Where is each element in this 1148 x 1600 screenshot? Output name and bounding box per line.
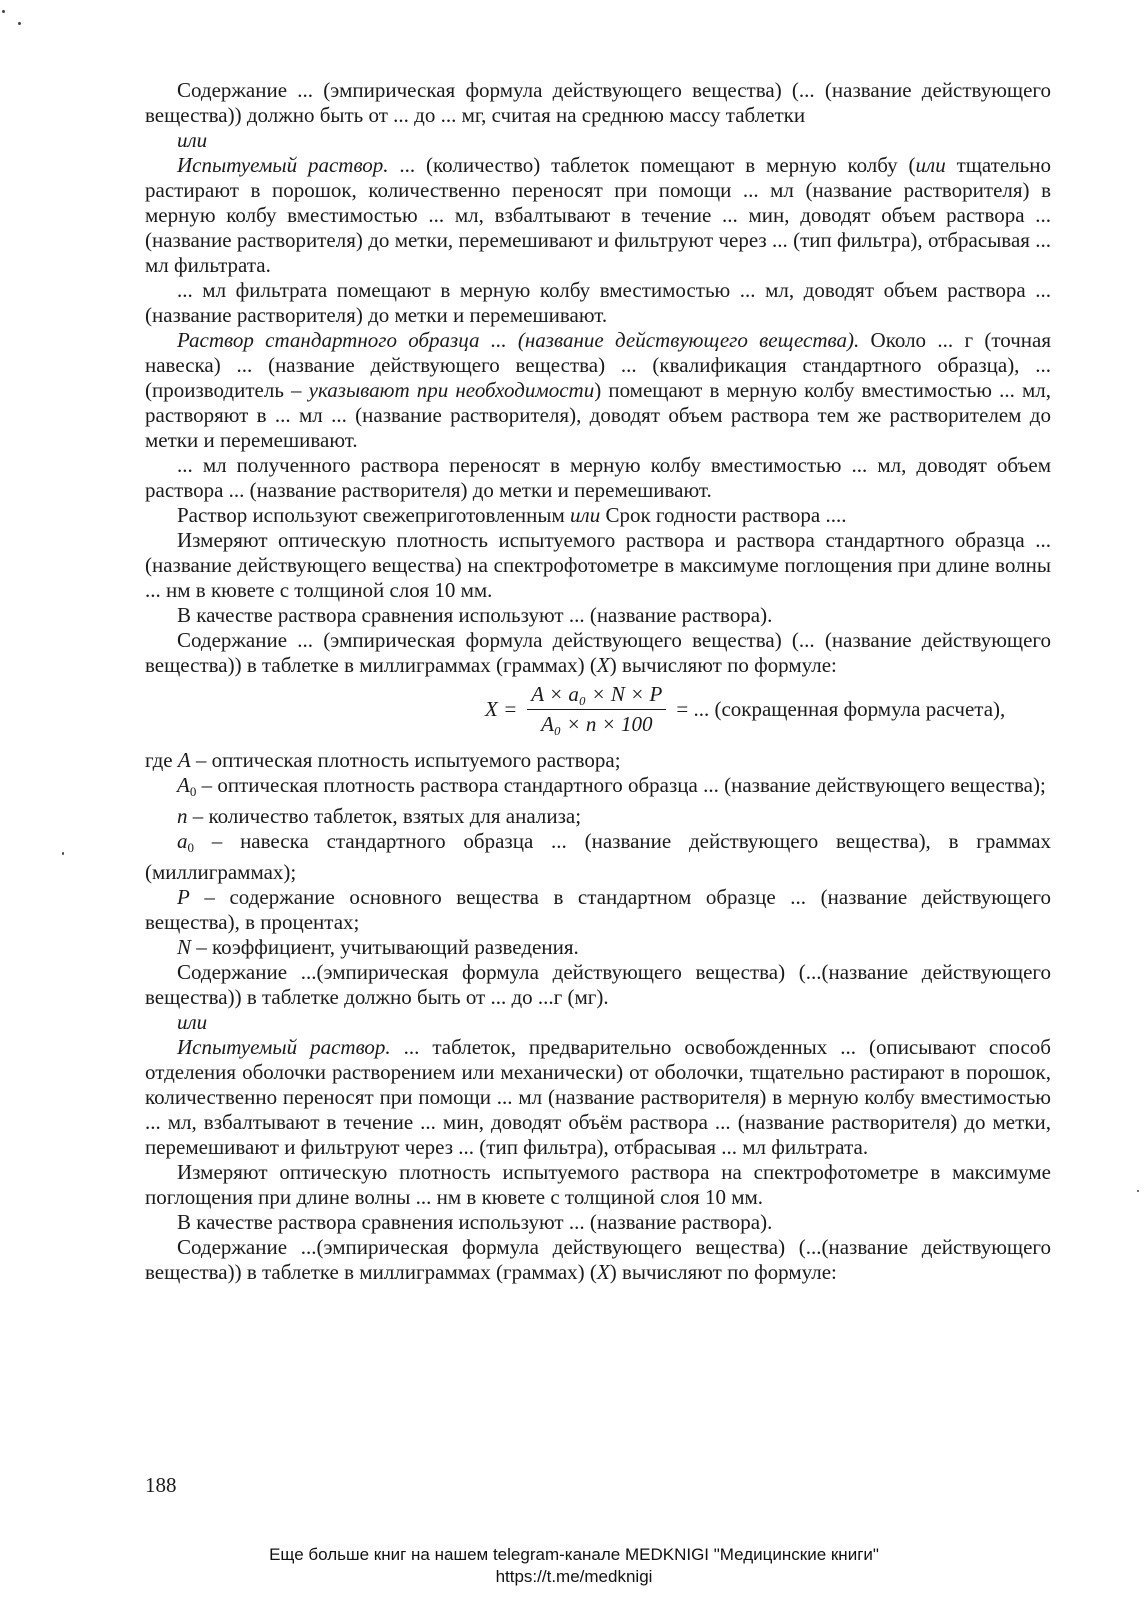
footer-promo-text: Еще больше книг на нашем telegram-канале MEDKNIGI "Медицинские книги" [269,1545,879,1564]
definition: $A_0$ – оптическая плотность раствора стандартного образца ... (название действующего вещества); [177,773,1046,799]
formula-denominator: A₀ × n × 100 [541,712,653,736]
paragraph: ... мл фильтрата помещают в мерную колбу вместимостью ... мл, доводят объем раствора ... (название растворителя) до метки и перемешивают. [145,278,1051,327]
paragraph: Содержание ...(эмпирическая формула действующего вещества) (...(название действующего вещества)) в таблетке должно быть от ... до ...г (мг). [145,960,1051,1009]
paragraph: Измеряют оптическую плотность испытуемого раствора на спектрофотометре в максимуме поглощения при длине волны ... нм в кювете с толщиной слоя 10 мм. [145,1160,1051,1209]
formula [485,682,1005,737]
scan-speck [2,10,5,13]
formula-block [145,682,1051,744]
formula-numerator: A × a₀ × N × P [527,682,666,710]
formula-lhs: X = [485,697,518,721]
formula-rhs: = ... (сокращенная формула расчета), [676,697,1006,721]
paragraph: Раствор используют свежеприготовленным или Срок годности раствора .... [177,503,847,527]
or-separator: или [177,1010,208,1034]
definition: P – содержание основного вещества в стандартном образце ... (название действующего вещества), в процентах; [145,885,1051,934]
paragraph: В качестве раствора сравнения используют ... (название раствора). [177,1210,773,1234]
paragraph: Измеряют оптическую плотность испытуемого раствора и раствора стандартного образца ... (название действующего вещества) на спектрофотометре в максимуме поглощения при длине волны ... нм в кювете с толщиной слоя 10 мм. [145,528,1051,602]
formula-fraction [527,682,666,737]
paragraph: Содержание ... (эмпирическая формула действующего вещества) (... (название действующего вещества)) должно быть от ... до ... мг, считая на среднюю массу таблетки [145,78,1051,127]
footer [0,1544,1148,1588]
paragraph: Испытуемый раствор. ... таблеток, предварительно освобожденных ... (описывают способ отделения оболочки растворением или механически) от оболочки, тщательно растирают в порошок, количественно переносят при помощи ... мл (название растворителя) в мерную колбу вместимостью ... мл, взбалтывают в течение ... мин, доводят объём раствора ... (название растворителя) до метки, перемешивают и фильтруют через ... (тип фильтра), отбрасывая ... мл фильтрата. [145,1035,1051,1159]
definition: где A – оптическая плотность испытуемого раствора; [145,748,621,772]
scan-speck [18,22,21,25]
paragraph: Раствор стандартного образца ... (название действующего вещества). Около ... г (точная навеска) ... (название действующего вещества) ... (квалификация стандартного образца), ... (производитель – указывают при необходимости) помещают в мерную колбу вместимостью ... мл, растворяют в ... мл ... (название растворителя), доводят объем раствора тем же растворителем до метки и перемешивают. [145,328,1052,452]
document-body [145,78,1051,1285]
definition: n – количество таблеток, взятых для анализа; [177,804,582,828]
paragraph: ... мл полученного раствора переносят в мерную колбу вместимостью ... мл, доводят объем раствора ... (название растворителя) до метки и перемешивают. [145,453,1051,502]
italic-heading: Раствор стандартного образца ... (название действующего вещества). [177,328,860,352]
paragraph: Испытуемый раствор. ... (количество) таблеток помещают в мерную колбу (или тщательно растирают в порошок, количественно переносят при помощи ... мл (название растворителя) в мерную колбу вместимостью ... мл, взбалтывают в течение ... мин, доводят объем раствора ... (название растворителя) до метки, перемешивают и фильтруют через ... (тип фильтра), отбрасывая ... мл фильтрата. [145,153,1051,277]
scan-speck [1137,1190,1139,1192]
definition: $a_0$ – навеска стандартного образца ... (название действующего вещества), в граммах (миллиграммах); [145,829,1051,884]
footer-link[interactable]: https://t.me/medknigi [495,1567,653,1586]
italic-heading: Испытуемый раствор. [177,1035,391,1059]
italic-heading: Испытуемый раствор. [177,153,389,177]
or-separator: или [177,128,208,152]
scan-speck [62,852,64,855]
paragraph: Содержание ...(эмпирическая формула действующего вещества) (...(название действующего вещества)) в таблетке в миллиграммах (граммах) (X) вычисляют по формуле: [145,1235,1051,1284]
page-number: 188 [145,1473,177,1497]
paragraph: В качестве раствора сравнения используют ... (название раствора). [177,603,773,627]
paragraph: Содержание ... (эмпирическая формула действующего вещества) (... (название действующего вещества)) в таблетке в миллиграммах (граммах) (X) вычисляют по формуле: [145,628,1051,677]
definition: N – коэффициент, учитывающий разведения. [177,935,579,959]
